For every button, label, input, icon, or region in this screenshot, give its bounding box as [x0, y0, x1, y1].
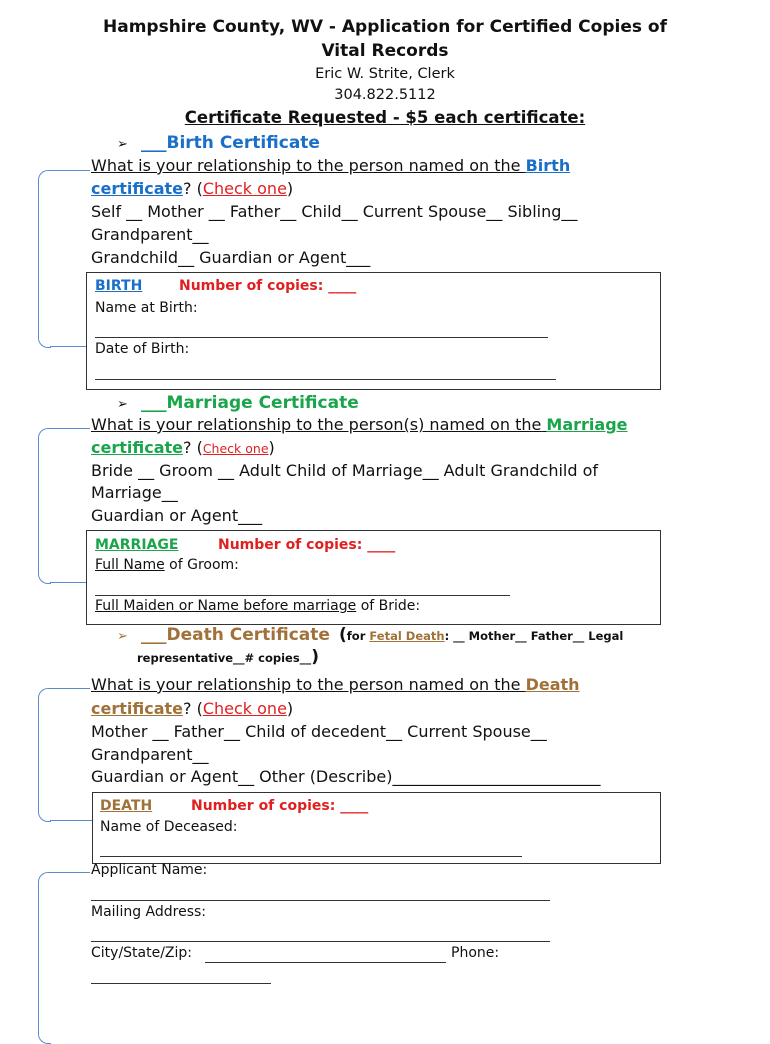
birth-blank[interactable]: ___	[141, 133, 167, 153]
birth-question-line1	[91, 156, 570, 175]
birth-question-end: )	[286, 179, 294, 198]
death-question-line2	[91, 699, 293, 718]
date-of-birth-input[interactable]	[95, 379, 556, 380]
marriage-box	[86, 530, 661, 625]
bride-name-label-rest: of Bride:	[356, 598, 421, 614]
groom-name-label-rest: of Groom:	[164, 557, 239, 573]
death-heading	[117, 625, 623, 645]
marriage-question-word2: certificate	[91, 438, 183, 457]
death-options-line2[interactable]: Grandparent__	[91, 745, 209, 764]
arrow-bullet-icon: ➢	[117, 629, 128, 644]
birth-question-line2	[91, 179, 293, 198]
city-state-zip-label: City/State/Zip:	[91, 945, 193, 961]
death-question-word: Death	[525, 675, 580, 694]
clerk-phone: 304.822.5112	[334, 87, 436, 103]
death-question-mid: ? (	[183, 699, 203, 718]
marriage-question-word: Marriage	[546, 415, 628, 434]
marriage-blank[interactable]: ___	[141, 393, 167, 413]
death-copies-field[interactable]: Number of copies: ____	[191, 798, 369, 814]
marriage-heading-text: Marriage Certificate	[166, 393, 359, 413]
name-at-birth-label: Name at Birth:	[95, 300, 198, 316]
death-box-label: DEATH	[100, 798, 153, 814]
groom-name-label-underlined: Full Name	[95, 557, 165, 573]
marriage-heading	[117, 393, 359, 413]
death-question-end: )	[286, 699, 294, 718]
death-options-line3[interactable]: Guardian or Agent__ Other (Describe)__________________________	[91, 767, 601, 786]
death-question-text: What is your relationship to the person named on the	[91, 675, 521, 694]
marriage-connector-top	[50, 428, 90, 429]
birth-bracket	[38, 170, 51, 348]
name-at-birth-input[interactable]	[95, 337, 548, 338]
death-blank[interactable]: ___	[141, 625, 167, 645]
applicant-bracket	[38, 872, 51, 1044]
birth-check-one: Check one	[202, 179, 287, 198]
birth-box-label: BIRTH	[95, 278, 143, 294]
mailing-address-input[interactable]	[91, 941, 550, 942]
birth-options-line2[interactable]: Grandparent__	[91, 225, 209, 244]
birth-connector-top	[50, 170, 90, 171]
death-paren-close: )	[311, 647, 319, 667]
birth-question-word: Birth	[525, 156, 571, 175]
birth-box	[86, 272, 661, 390]
doc-title-line1: Hampshire County, WV - Application for Certified Copies of	[103, 17, 667, 37]
applicant-connector-top	[50, 872, 90, 873]
date-of-birth-label: Date of Birth:	[95, 341, 190, 357]
birth-heading-text: Birth Certificate	[166, 133, 320, 153]
marriage-bracket	[38, 428, 51, 584]
fetal-death-label: Fetal Death	[369, 629, 445, 643]
death-box	[92, 792, 661, 864]
death-for-text: for	[346, 629, 370, 643]
death-question-line1	[91, 675, 580, 694]
mailing-address-label: Mailing Address:	[91, 904, 207, 920]
arrow-bullet-icon: ➢	[117, 137, 128, 152]
arrow-bullet-icon: ➢	[117, 397, 128, 412]
marriage-question-mid: ? (	[183, 438, 203, 457]
city-state-zip-input[interactable]	[205, 962, 446, 963]
birth-heading	[117, 133, 320, 153]
name-of-deceased-label: Name of Deceased:	[100, 819, 238, 835]
marriage-box-label: MARRIAGE	[95, 537, 179, 553]
certificate-requested-heading: Certificate Requested - $5 each certificate:	[184, 108, 586, 127]
fetal-death-options[interactable]: : __ Mother__ Father__ Legal	[444, 629, 624, 643]
bride-name-label	[95, 598, 420, 614]
birth-connector-bottom	[50, 346, 90, 347]
groom-name-input[interactable]	[95, 595, 510, 596]
phone-input[interactable]	[91, 983, 271, 984]
death-check-one: Check one	[202, 699, 287, 718]
death-options-line1[interactable]: Mother __ Father__ Child of decedent__ Current Spouse__	[91, 722, 547, 741]
birth-question-mid: ? (	[183, 179, 203, 198]
birth-copies-field[interactable]: Number of copies: ____	[179, 278, 357, 294]
doc-title-line2: Vital Records	[321, 41, 449, 61]
death-connector-top	[50, 688, 90, 689]
birth-question-text: What is your relationship to the person named on the	[91, 156, 521, 175]
death-paren-open: (	[339, 625, 347, 645]
death-heading-line2	[137, 647, 319, 667]
birth-options-line3[interactable]: Grandchild__ Guardian or Agent___	[91, 248, 371, 267]
death-question-word2: certificate	[91, 699, 183, 718]
bride-name-label-underlined: Full Maiden or Name before marriage	[95, 598, 357, 614]
marriage-question-line1	[91, 415, 628, 434]
name-of-deceased-input[interactable]	[100, 856, 522, 857]
clerk-name: Eric W. Strite, Clerk	[315, 66, 455, 82]
marriage-options-line2[interactable]: Marriage__	[91, 483, 178, 502]
death-heading-text: Death Certificate	[166, 625, 330, 645]
marriage-question-end: )	[268, 438, 275, 457]
phone-label: Phone:	[451, 945, 500, 961]
birth-options-line1[interactable]: Self __ Mother __ Father__ Child__ Current Spouse__ Sibling__	[91, 202, 578, 221]
marriage-question-text: What is your relationship to the person(s) named on the	[91, 415, 542, 434]
marriage-options-line3[interactable]: Guardian or Agent___	[91, 506, 263, 525]
marriage-connector-bottom	[50, 582, 90, 583]
marriage-copies-field[interactable]: Number of copies: ____	[218, 537, 396, 553]
birth-question-word2: certificate	[91, 179, 183, 198]
marriage-check-one: Check one	[202, 441, 269, 456]
applicant-name-label: Applicant Name:	[91, 862, 208, 878]
groom-name-label	[95, 557, 239, 573]
applicant-name-input[interactable]	[91, 900, 550, 901]
marriage-question-line2	[91, 438, 275, 457]
death-bracket	[38, 688, 51, 822]
marriage-options-line1[interactable]: Bride __ Groom __ Adult Child of Marriage__ Adult Grandchild of	[91, 461, 599, 480]
fetal-death-copies[interactable]: representative__# copies__	[137, 651, 312, 665]
death-connector-bottom	[50, 820, 94, 821]
